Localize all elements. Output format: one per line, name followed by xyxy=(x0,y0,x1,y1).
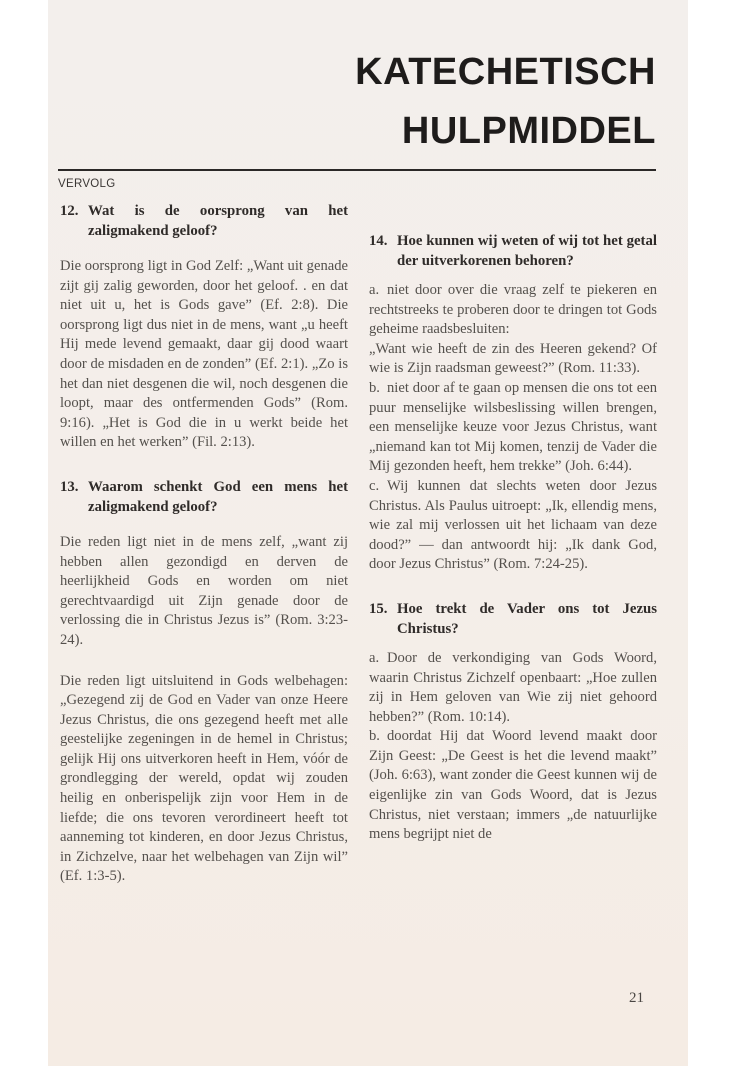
question-number: 15. xyxy=(369,600,388,617)
answer-14-item-c xyxy=(369,477,657,575)
spacer xyxy=(60,517,348,533)
question-number: 14. xyxy=(369,233,388,249)
question-14 xyxy=(369,231,657,271)
spacer xyxy=(60,651,348,672)
item-text: „Want wie heeft de zin des Heeren gekend? Of wie is Zijn raadsman geweest?” (Rom. 11:33). xyxy=(369,340,657,377)
left-column xyxy=(60,201,348,887)
question-number: 12. xyxy=(60,203,79,219)
page-title-line-2: HULPMIDDEL xyxy=(401,110,656,152)
item-label: b. xyxy=(369,379,380,396)
question-text: Wat is de oorsprong van het zaligmakend geloof? xyxy=(88,203,348,239)
item-label: c. xyxy=(369,477,380,494)
answer-12: Die oorsprong ligt in God Zelf: „Want uit genade zijt gij zalig geworden, door het geloof. . en dat niet uit u, het is Gods gave” (Ef. 2:8). Die oorsprong ligt dus niet in de mens, want „u heeft Hij mede levend gemaakt, daar gij dood waart door de misdaden en de zonden” (Ef. 2:1). „Zo is het dan niet desgenen die wil, noch desgenen die loopt, maar des ontfermenden Gods” (Rom. 9:16). „Het is God die in u werkt beide het willen en het werken” (Fil. 2:13). xyxy=(60,258,348,451)
question-12 xyxy=(60,201,348,241)
spacer xyxy=(369,639,657,649)
document-page xyxy=(48,0,688,1066)
question-text: Waarom schenkt God een mens het zaligmakend geloof? xyxy=(88,478,348,515)
spacer xyxy=(369,271,657,281)
question-13 xyxy=(60,477,348,517)
question-text: Hoe trekt de Vader ons tot Jezus Christus? xyxy=(397,600,657,637)
question-15 xyxy=(369,599,657,639)
item-text: doordat Hij dat Woord levend maakt door Zijn Geest: „De Geest is het die levend maakt” (Joh. 6:63), want zonder die Geest kunnen wij de eigenlijke zin van Gods Woord, dat is Jezus Christus, niet verstaan; immers „de natuurlijke mens begrijpt niet de xyxy=(369,728,657,843)
answer-15-item-a xyxy=(369,649,657,727)
item-text: Wij kunnen dat slechts weten door Jezus Christus. Als Paulus uitroept: „Ik, ellendig mens, wie zal mij verlossen uit het lichaam van deze dood?” — dan antwoordt hij: „Ik dank God, door Jezus Christus” (Rom. 7:24-25). xyxy=(369,477,657,573)
page-title-line-1: KATECHETISCH xyxy=(355,51,656,93)
right-column xyxy=(369,231,657,845)
section-label: VERVOLG xyxy=(58,178,116,190)
spacer xyxy=(60,453,348,477)
question-number: 13. xyxy=(60,478,79,495)
answer-14-item-a xyxy=(369,281,657,340)
answer-15-item-b xyxy=(369,727,657,845)
item-label: b. xyxy=(369,728,380,745)
answer-14-item-b xyxy=(369,379,657,477)
answer-14-quote xyxy=(369,340,657,379)
header-divider xyxy=(58,169,656,171)
answer-13-paragraph-2: Die reden ligt uitsluitend in Gods welbehagen: „Gezegend zij de God en Vader van onze Heere Jezus Christus, die ons gezegend heeft met alle geestelijke zegeningen in de hemel in Christus; gelijk Hij ons uitverkoren heeft in Hem, vóór de grondlegging der wereld, opdat wij zouden heilig en onberispelijk zijn voor Hem in de liefde; die ons tevoren verordineert heeft tot aanneming tot kinderen, en door Jezus Christus, in Zichzelve, naar het welbehagen van Zijn wil” (Ef. 1:3-5). xyxy=(60,672,348,885)
item-text: niet door over die vraag zelf te piekeren en rechtstreeks te proberen door te dringen tot Gods geheime raadsbesluiten: xyxy=(369,282,657,338)
spacer xyxy=(60,241,348,257)
spacer xyxy=(369,575,657,599)
item-label: a. xyxy=(369,282,380,298)
item-text: Door de verkondiging van Gods Woord, waarin Christus Zichzelf openbaart: „Hoe zullen zij in Hem geloven van Wie zij niet gehoord hebben?” (Rom. 10:14). xyxy=(369,649,657,725)
item-text: niet door af te gaan op mensen die ons tot een puur menselijke wilsbeslissing willen brengen, een menselijke keuze voor Jezus Christus, want „niemand kan tot Mij komen, tenzij de Vader die Mij gezonden heeft, hem trekke” (Joh. 6:44). xyxy=(369,379,657,475)
item-label: a. xyxy=(369,649,380,666)
answer-13-paragraph-1: Die reden ligt niet in de mens zelf, „want zij hebben allen gezondigd en derven de heerlijkheid Gods en worden om niet gerechtvaardigd uit Zijn genade door de verlossing die in Christus Jezus is” (Rom. 3:23-24). xyxy=(60,533,348,648)
question-text: Hoe kunnen wij weten of wij tot het getal der uitverkorenen behoren? xyxy=(397,233,657,269)
page-number: 21 xyxy=(629,990,644,1006)
